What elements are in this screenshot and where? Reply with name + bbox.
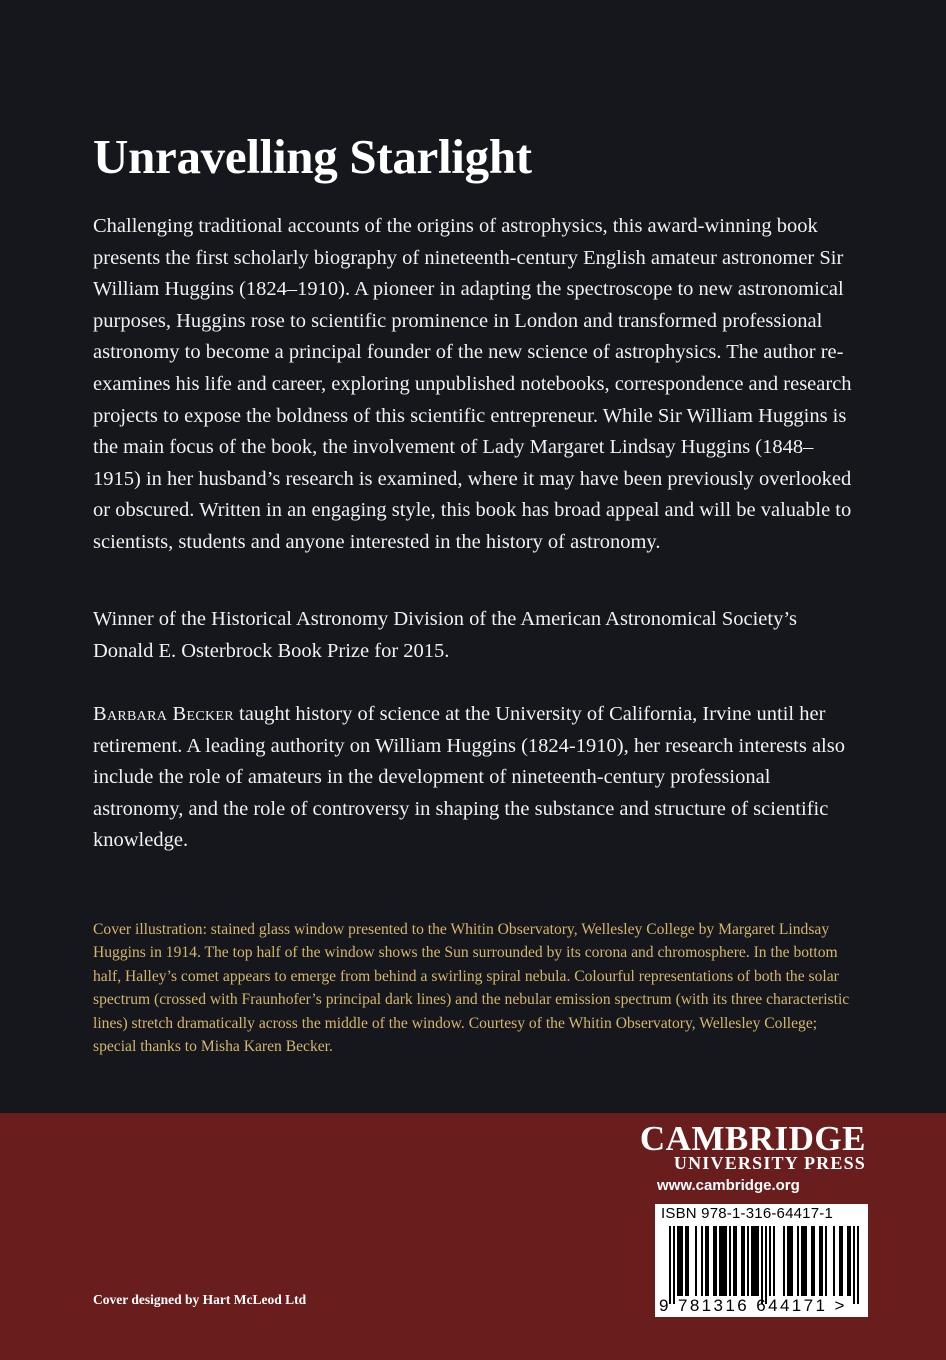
- barcode-bar: [789, 1226, 791, 1296]
- barcode-bar: [839, 1226, 841, 1296]
- barcode-bar: [713, 1226, 715, 1296]
- barcode-bar: [769, 1226, 771, 1296]
- barcode-bar: [849, 1226, 851, 1296]
- barcode-label: [655, 1204, 868, 1317]
- barcode-bar: [773, 1226, 775, 1296]
- barcode-bar: [757, 1226, 759, 1296]
- barcode-bar: [721, 1226, 723, 1296]
- barcode-bar: [669, 1226, 671, 1304]
- barcode-bar: [805, 1226, 807, 1296]
- barcode-bar: [741, 1226, 743, 1296]
- barcode-bar: [743, 1226, 745, 1296]
- barcode-bar: [725, 1226, 727, 1296]
- barcode-bar: [733, 1226, 735, 1296]
- publisher-logo-name: CAMBRIDGE: [639, 1119, 866, 1158]
- author-biography: [93, 699, 858, 857]
- barcode-bar: [755, 1226, 757, 1296]
- barcode-bar: [715, 1226, 717, 1296]
- barcode-bar: [813, 1226, 815, 1296]
- barcode-bar: [847, 1226, 849, 1296]
- barcode-bar: [751, 1226, 753, 1296]
- publisher-website: www.cambridge.org: [657, 1177, 800, 1194]
- author-name: Barbara Becker: [93, 703, 234, 725]
- barcode-bar: [677, 1226, 679, 1296]
- barcode-bar: [707, 1226, 709, 1296]
- barcode-bar: [719, 1226, 721, 1296]
- barcode-bar: [791, 1226, 793, 1296]
- barcode-bar: [819, 1226, 821, 1296]
- barcode-bar: [735, 1226, 737, 1296]
- barcode-bar: [783, 1226, 785, 1296]
- barcode-bar: [695, 1226, 697, 1296]
- barcode-digits: 9 781316 644171 >: [659, 1296, 847, 1315]
- barcode-bar: [701, 1226, 703, 1296]
- cover-illustration-caption: Cover illustration: stained glass window presented to the Whitin Observatory, Wellesley College by Margaret Lindsay Huggins in 1914. The top half of the window shows the Sun surrounded by its corona and chromosphere. In the bottom half, Halley’s comet appears to emerge from behind a swirling spiral nebula. Colourful representations of both the solar spectrum (crossed with Fraunhofer’s principal dark lines) and the nebular emission spectrum (with its three characteristic lines) stretch dramatically across the middle of the window. Courtesy of the Whitin Observatory, Wellesley College; special thanks to Misha Karen Becker.: [93, 921, 850, 1056]
- barcode-bar: [787, 1226, 789, 1296]
- barcode-bar: [803, 1226, 805, 1296]
- barcode-bar: [729, 1226, 731, 1296]
- publisher-logo-subname: UNIVERSITY PRESS: [673, 1153, 866, 1173]
- barcode-bar: [753, 1226, 755, 1296]
- barcode-bar: [833, 1226, 835, 1296]
- barcode-bar: [825, 1226, 827, 1296]
- barcode-bar: [747, 1226, 749, 1296]
- barcode-bar: [857, 1226, 859, 1304]
- isbn-number: ISBN 978-1-316-64417-1: [661, 1205, 834, 1222]
- barcode-bar: [811, 1226, 813, 1296]
- barcode-bar: [797, 1226, 799, 1296]
- barcode-bar: [765, 1226, 767, 1304]
- barcode-bar: [723, 1226, 725, 1296]
- barcode-bar: [681, 1226, 683, 1296]
- author-bio-text: taught history of science at the University of California, Irvine until her retirement. A leading authority on William Huggins (1824-1910), her research interests also include the role of amateurs in the development of nineteenth-century professional astronomy, and the role of controversy in shaping the substance and structure of scientific knowledge.: [93, 703, 845, 852]
- award-statement: Winner of the Historical Astronomy Division of the American Astronomical Society’s Donald E. Osterbrock Book Prize for 2015.: [93, 608, 798, 662]
- cover-designer-credit: Cover designed by Hart McLeod Ltd: [93, 1292, 307, 1307]
- barcode-bar: [687, 1226, 689, 1296]
- barcode-bar: [853, 1226, 855, 1304]
- barcode-bar: [841, 1226, 843, 1296]
- barcode-bar: [801, 1226, 803, 1296]
- barcode-bar: [673, 1226, 675, 1304]
- book-title: Unravelling Starlight: [93, 129, 532, 184]
- barcode-bar: [821, 1226, 823, 1296]
- book-description: Challenging traditional accounts of the origins of astrophysics, this award-winning book presents the first scholarly biography of nineteenth-century English amateur astronomer Sir William Huggins (1824–1910). A pioneer in adapting the spectroscope to new astronomical purposes, Huggins rose to scientific prominence in London and transformed professional astronomy to become a principal founder of the new science of astrophysics. The author re-examines his life and career, exploring unpublished notebooks, correspondence and research projects to expose the boldness of this scientific entrepreneur. While Sir William Huggins is the main focus of the book, the involvement of Lady Margaret Lindsay Huggins (1848–1915) in her husband’s research is examined, where it may have been previously overlooked or obscured. Written in an engaging style, this book has broad appeal and will be valuable to scientists, students and anyone interested in the history of astronomy.: [93, 215, 852, 553]
- barcode-bar: [685, 1226, 687, 1296]
- barcode-bar: [705, 1226, 707, 1296]
- barcode-bar: [679, 1226, 681, 1296]
- barcode-bar: [761, 1226, 763, 1304]
